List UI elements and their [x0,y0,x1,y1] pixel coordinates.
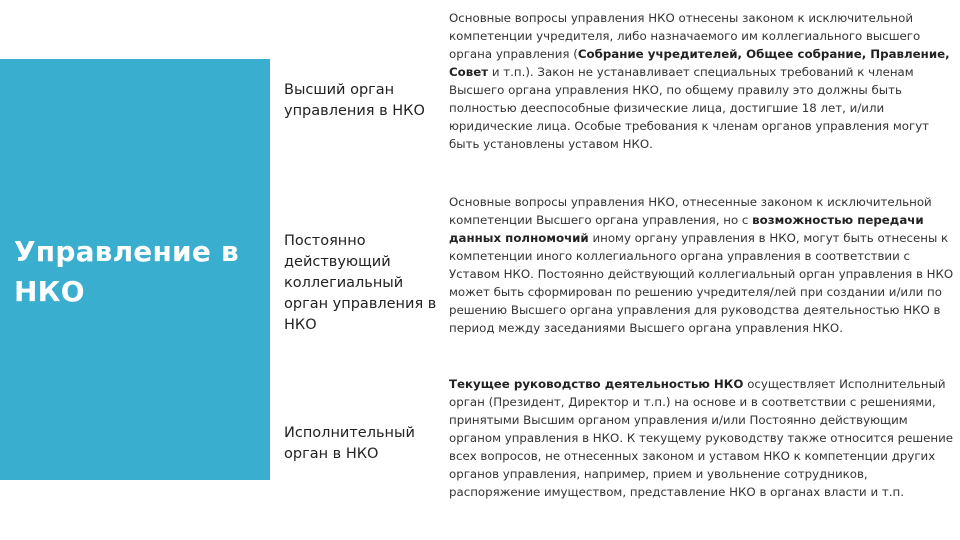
text-segment: Основные вопросы управления НКО отнесены законом к исключительной компетенции учредителя, либо назначаемого им коллегиального высшего органа управления ( [449,11,921,61]
text-segment-bold: возможностью передачи данных полномочий [449,213,924,245]
text-segment: иному органу управления в НКО, могут быть отнесены к компетенции иного коллегиального органа управления в соответствии с Уставом НКО. Постоянно действующий коллегиальный орган управления в НКО может быть сформирован по решению учредителя/лей при создании и/или по решению Высшего органа управления для руководства деятельностью НКО в период между заседаниями Высшего органа управления НКО. [449,231,954,335]
text-segment: Основные вопросы управления НКО, отнесенные законом к исключительной компетенции Высшего органа управления, но с [449,195,932,227]
text-segment: и т.п.). Закон не устанавливает специальных требований к членам Высшего органа управления НКО, по общему правилу это должны быть полностью дееспособные физические лица, достигшие 18 лет, и/или юридические лица. Особые требования к членам органов управления могут быть установлены уставом НКО. [449,65,930,151]
row-label-collegial-body: Постоянно действующий коллегиальный орган управления в НКО [284,233,437,333]
row-label-executive-body: Исполнительный орган в НКО [284,425,415,462]
text-segment-bold: Текущее руководство деятельностью НКО [449,377,744,391]
text-segment: осуществляет Исполнительный орган (Президент, Директор и т.п.) на основе и в соответствии с решениями, принятыми Высшим органом управления и/или Постоянно действующим органом управления в НКО. К текущему руководству также относится решение всех вопросов, не отнесенных законом и уставом НКО к компетенции других органов управления, например, прием и увольнение сотрудников, распоряжение имуществом, представление НКО в органах власти и т.п. [449,377,954,499]
row-text-executive-body [449,375,956,501]
row-label-supreme-body: Высший орган управления в НКО [284,82,425,119]
row-text-collegial-body [449,193,956,337]
text-segment-bold: Собрание учредителей, Общее собрание, Правление, Совет [449,47,950,79]
side-title: Управление в НКО [14,235,239,308]
row-text-supreme-body [449,9,956,153]
